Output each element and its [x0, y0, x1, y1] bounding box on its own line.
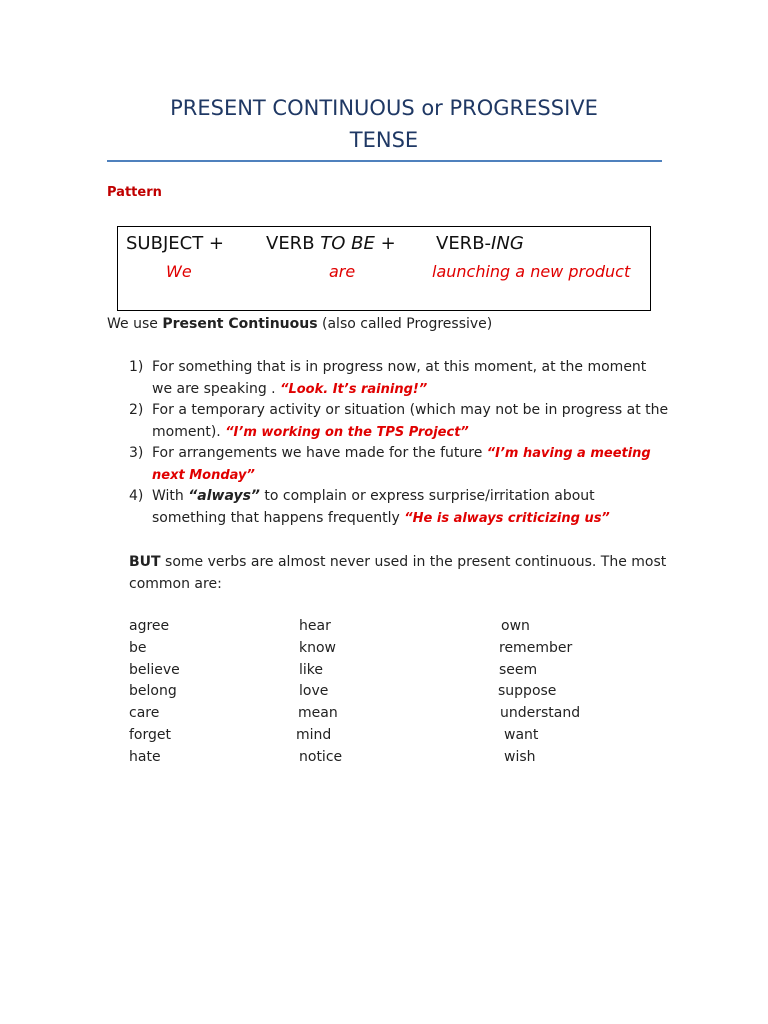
verb-word: understand [500, 705, 581, 722]
verb-word: believe [129, 661, 180, 678]
verb-word: agree [129, 618, 170, 634]
title-line-1: PRESENT CONTINUOUS or PROGRESSIVE [170, 96, 598, 120]
verb-word: want [504, 726, 539, 743]
always-keyword: “always” [188, 488, 260, 504]
example-verb: are [329, 262, 356, 281]
example-quote: “I’m having a meeting next Monday” [152, 446, 651, 483]
stative-verbs-list [0, 616, 768, 769]
table-row [0, 638, 768, 660]
usage-rules-list [129, 357, 669, 529]
exception-note: BUT some verbs are almost never used in the present continuous. The most common are: [129, 554, 667, 592]
page-title [0, 92, 768, 156]
verb-word: care [129, 705, 160, 722]
title-divider [107, 160, 662, 162]
verb-word: forget [129, 726, 171, 743]
example-quote: “He is always criticizing us” [404, 510, 610, 526]
pattern-verb-ing: VERB-ING [436, 233, 524, 254]
list-item: 2) For a temporary activity or situation (which may not be in progress at the moment). “I’m working on the TPS Project” [129, 402, 669, 440]
table-row [0, 747, 768, 769]
table-row [0, 703, 768, 725]
verb-word: mean [298, 705, 338, 722]
verb-word: suppose [498, 683, 557, 700]
verb-word: mind [296, 726, 332, 743]
pattern-box [117, 226, 651, 311]
list-item: 1) For something that is in progress now, at this moment, at the moment we are speaking . “Look. It’s raining!” [129, 359, 647, 397]
intro-text: We use Present Continuous (also called Progressive) [107, 316, 493, 332]
table-row [0, 616, 768, 638]
example-verbing: launching a new product [432, 262, 631, 281]
table-row [0, 725, 768, 747]
verb-word: hear [299, 618, 331, 634]
list-item: 3) For arrangements we have made for the future “I’m having a meeting next Monday” [129, 445, 651, 483]
verb-word: seem [499, 661, 538, 678]
pattern-label: Pattern [107, 185, 162, 200]
example-quote: “Look. It’s raining!” [280, 381, 428, 397]
verb-word: remember [499, 639, 573, 656]
verb-word: notice [299, 748, 343, 765]
verb-word: know [299, 639, 336, 656]
verb-word: be [129, 639, 147, 656]
pattern-subject: SUBJECT + [126, 233, 224, 254]
verb-word: like [299, 661, 324, 678]
verb-word: wish [504, 748, 536, 765]
table-row [0, 660, 768, 682]
verb-word: belong [129, 683, 177, 700]
example-quote: “I’m working on the TPS Project” [225, 424, 469, 440]
example-subject: We [166, 262, 192, 281]
table-row [0, 681, 768, 703]
pattern-verb-to-be: VERB TO BE + [266, 233, 396, 254]
verb-word: love [299, 683, 329, 700]
verb-word: own [501, 618, 530, 634]
verb-word: hate [129, 748, 161, 765]
title-line-2: TENSE [349, 128, 419, 152]
list-item: 4) With “always” to complain or express surprise/irritation about something that happens frequently “He is always criticizing us” [129, 488, 610, 526]
